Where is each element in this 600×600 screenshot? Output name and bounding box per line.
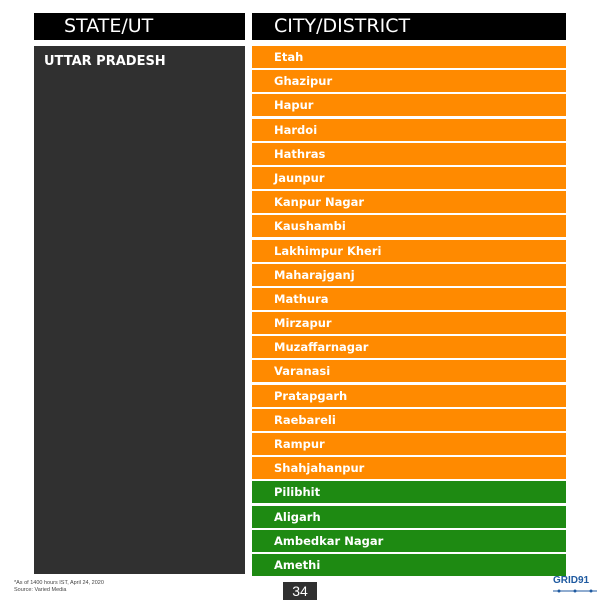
logo-text: GRID91 bbox=[553, 575, 590, 586]
city-column-header: CITY/DISTRICT bbox=[252, 13, 566, 40]
city-row: Rampur bbox=[252, 433, 566, 455]
city-list bbox=[252, 46, 566, 578]
state-panel bbox=[34, 46, 245, 574]
city-row: Muzaffarnagar bbox=[252, 336, 566, 358]
city-row: Lakhimpur Kheri bbox=[252, 240, 566, 262]
city-row: Pilibhit bbox=[252, 481, 566, 503]
city-row: Jaunpur bbox=[252, 167, 566, 189]
city-row: Varanasi bbox=[252, 360, 566, 382]
city-row: Shahjahanpur bbox=[252, 457, 566, 479]
footnote-date: *As of 1400 hours IST, April 24, 2020 bbox=[14, 580, 104, 586]
city-row: Pratapgarh bbox=[252, 385, 566, 407]
city-row: Etah bbox=[252, 46, 566, 68]
city-row: Mathura bbox=[252, 288, 566, 310]
footnote bbox=[14, 580, 104, 594]
logo-line-icon bbox=[553, 588, 597, 594]
city-row: Mirzapur bbox=[252, 312, 566, 334]
page-number: 34 bbox=[283, 582, 317, 600]
state-column-header: STATE/UT bbox=[34, 13, 245, 40]
city-row: Hardoi bbox=[252, 119, 566, 141]
city-row: Hathras bbox=[252, 143, 566, 165]
city-row: Raebareli bbox=[252, 409, 566, 431]
city-row: Amethi bbox=[252, 554, 566, 576]
city-row: Maharajganj bbox=[252, 264, 566, 286]
city-row: Ambedkar Nagar bbox=[252, 530, 566, 552]
city-row: Kanpur Nagar bbox=[252, 191, 566, 213]
city-row: Aligarh bbox=[252, 506, 566, 528]
city-row: Kaushambi bbox=[252, 215, 566, 237]
state-name: UTTAR PRADESH bbox=[44, 54, 166, 69]
grid91-logo bbox=[553, 576, 597, 596]
city-row: Ghazipur bbox=[252, 70, 566, 92]
footnote-source: Source: Varied Media bbox=[14, 587, 67, 593]
city-row: Hapur bbox=[252, 94, 566, 116]
